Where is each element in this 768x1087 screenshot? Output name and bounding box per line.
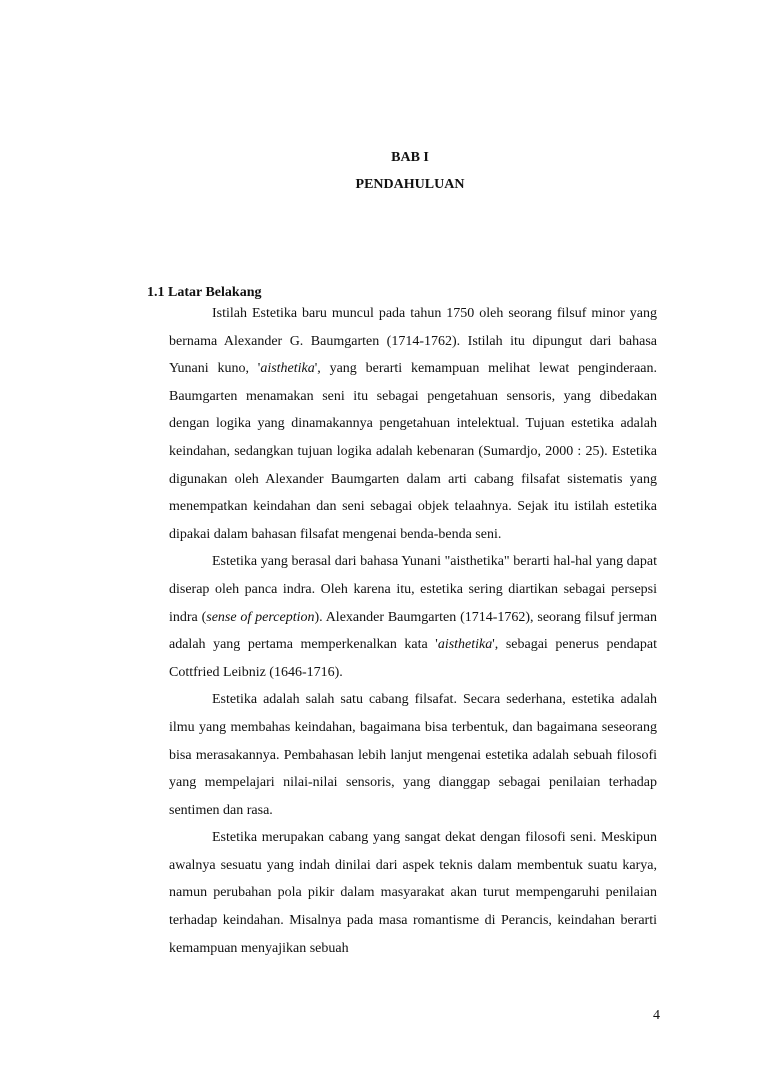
paragraph-1-run-2: ', yang berarti kemampuan melihat lewat penginderaan. Baumgarten menamakan seni itu sebagai pengetahuan sensoris, yang dibedakan dengan logika yang dinamakannya pengetahuan intelektual. Tujuan estetika adalah keindahan, sedangkan tujuan logika adalah kebenaran (Sumardjo, 2000 : 25). Estetika digunakan oleh Alexander Baumgarten dalam arti cabang filsafat sistematis yang menempatkan keindahan dan seni sebagai objek telaahnya. Sejak itu istilah estetika dipakai dalam bahasan filsafat mengenai benda-benda seni. <box>169 361 658 542</box>
chapter-title: PENDAHULUAN <box>355 177 465 192</box>
paragraph-1 <box>169 300 657 548</box>
paragraph-2-run-2: ). Alexander Baumgarten (1714-1762), seorang filsuf jerman adalah yang pertama memperkenalkan kata ' <box>169 609 657 653</box>
paragraph-3 <box>169 686 657 824</box>
section-title: 1.1 Latar Belakang <box>147 285 262 300</box>
paragraph-2 <box>169 548 657 686</box>
paragraph-2-term-sense-of-perception: sense of perception <box>206 609 315 625</box>
paragraph-3-run-1: Estetika adalah salah satu cabang filsafat. Secara sederhana, estetika adalah ilmu yang membahas keindahan, bagaimana bisa terbentuk, dan bagaimana seseorang bisa merasakannya. Pembahasan lebih lanjut mengenai estetika adalah sebuah filosofi yang mempelajari nilai-nilai sensoris, yang dianggap sebagai penilaian terhadap sentimen dan rasa. <box>169 692 657 818</box>
body-text <box>169 300 657 962</box>
paragraph-1-run-1: Istilah Estetika baru muncul pada tahun 1750 oleh seorang filsuf minor yang bernama Alexander G. Baumgarten (1714-1762). Istilah itu dipungut dari bahasa Yunani kuno, ' <box>169 306 657 377</box>
paragraph-2-run-3: ', sebagai penerus pendapat Cottfried Leibniz (1646-1716). <box>169 637 657 680</box>
chapter-number: BAB I <box>391 150 429 165</box>
page-number: 4 <box>653 1008 660 1023</box>
paragraph-4 <box>169 824 657 962</box>
paragraph-1-term-aisthetika: aisthetika <box>260 361 315 377</box>
paragraph-2-run-1: Estetika yang berasal dari bahasa Yunani "aisthetika" berarti hal-hal yang dapat diserap oleh panca indra. Oleh karena itu, estetika sering diartikan sebagai persepsi indra ( <box>169 554 657 625</box>
paragraph-4-run-1: Estetika merupakan cabang yang sangat dekat dengan filosofi seni. Meskipun awalnya sesuatu yang indah dinilai dari aspek teknis dalam membentuk suatu karya, namun perubahan pola pikir dalam masyarakat akan turut mempengaruhi penilaian terhadap keindahan. Misalnya pada masa romantisme di Perancis, keindahan berarti kemampuan menyajikan sebuah <box>169 830 657 956</box>
paragraph-2-term-aisthetika: aisthetika <box>437 637 493 653</box>
